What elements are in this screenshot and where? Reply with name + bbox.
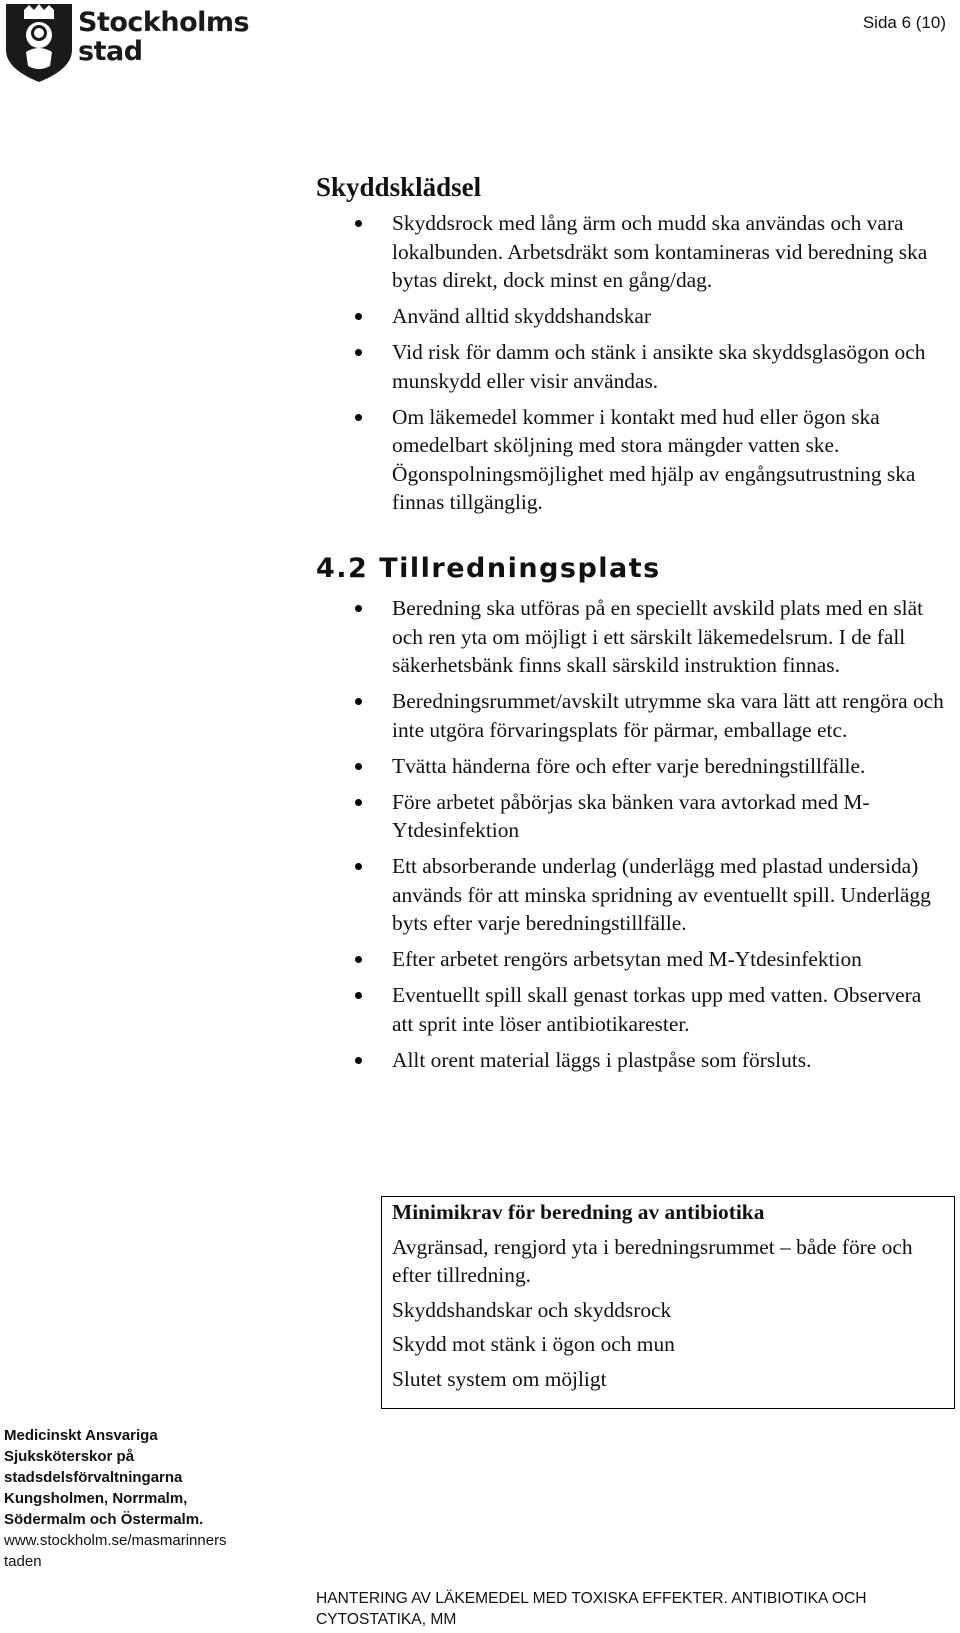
list-item: Före arbetet påbörjas ska bänken vara avtorkad med M-Ytdesinfektion	[336, 788, 946, 845]
skyddskladsel-list	[336, 209, 946, 524]
doc-title-line: CYTOSTATIKA, MM	[316, 1611, 457, 1628]
list-item: Eventuellt spill skall genast torkas upp med vatten. Observera att sprit inte löser antibiotikarester.	[336, 981, 946, 1038]
list-item: Tvätta händerna före och efter varje beredningstillfälle.	[336, 752, 946, 781]
stockholms-stad-logo	[4, 2, 254, 82]
footer-org-line: Kungsholmen, Norrmalm,	[4, 1490, 188, 1507]
list-item: Ett absorberande underlag (underlägg med plastad undersida) används för att minska spridning av eventuellt spill. Underlägg byts efter varje beredningstillfälle.	[336, 852, 946, 938]
footer-org-line: Södermalm och Östermalm.	[4, 1511, 204, 1528]
logo-text-line1: Stockholms	[78, 7, 250, 38]
section-heading-skyddskladsel: Skyddsklädsel	[316, 172, 482, 202]
box-line: Skydd mot stänk i ögon och mun	[392, 1332, 675, 1356]
box-line: Slutet system om möjligt	[392, 1366, 607, 1391]
footer-url: www.stockholm.se/masmarinners	[4, 1532, 227, 1549]
page-number: Sida 6 (10)	[862, 13, 946, 32]
city-crest-icon	[4, 2, 74, 82]
footer-url-continued: taden	[4, 1553, 42, 1570]
list-item: Om läkemedel kommer i kontakt med hud eller ögon ska omedelbart sköljning med stora mängder vatten ske. Ögonspolningsmöjlighet med hjälp av engångsutrustning ska finnas tillgänglig.	[336, 403, 946, 517]
footer-organization	[4, 1425, 266, 1572]
tillredningsplats-list	[336, 594, 946, 1082]
box-line: Avgränsad, rengjord yta i beredningsrummet – både före och efter tillredning.	[392, 1234, 913, 1287]
footer-org-line: Sjuksköterskor på	[4, 1448, 135, 1465]
logo-text-line2: stad	[78, 36, 143, 67]
footer-org-line: stadsdelsförvaltningarna	[4, 1469, 183, 1486]
box-line: Skyddshandskar och skyddsrock	[392, 1297, 672, 1322]
list-item: Beredning ska utföras på en speciellt avskild plats med en slät och ren yta om möjligt i ett särskilt läkemedelsrum. I de fall säkerhetsbänk finns skall särskild instruktion finnas.	[336, 594, 946, 680]
list-item: Allt orent material läggs i plastpåse som försluts.	[336, 1046, 946, 1075]
list-item: Beredningsrummet/avskilt utrymme ska vara lätt att rengöra och inte utgöra förvaringsplats för pärmar, emballage etc.	[336, 687, 946, 744]
list-item: Efter arbetet rengörs arbetsytan med M-Ytdesinfektion	[336, 945, 946, 974]
box-title: Minimikrav för beredning av antibiotika	[392, 1200, 765, 1224]
section-heading-tillredningsplats: 4.2 Tillredningsplats	[316, 553, 661, 584]
doc-title-line: HANTERING AV LÄKEMEDEL MED TOXISKA EFFEKTER. ANTIBIOTIKA OCH	[316, 1590, 867, 1607]
footer-org-line: Medicinskt Ansvariga	[4, 1427, 158, 1444]
minimum-requirements-box	[381, 1196, 955, 1409]
footer-document-title	[316, 1588, 936, 1630]
list-item: Skyddsrock med lång ärm och mudd ska användas och vara lokalbunden. Arbetsdräkt som kontamineras vid beredning ska bytas direkt, dock minst en gång/dag.	[336, 209, 946, 295]
list-item: Vid risk för damm och stänk i ansikte ska skyddsglasögon och munskydd eller visir användas.	[336, 338, 946, 395]
list-item: Använd alltid skyddshandskar	[336, 302, 946, 331]
